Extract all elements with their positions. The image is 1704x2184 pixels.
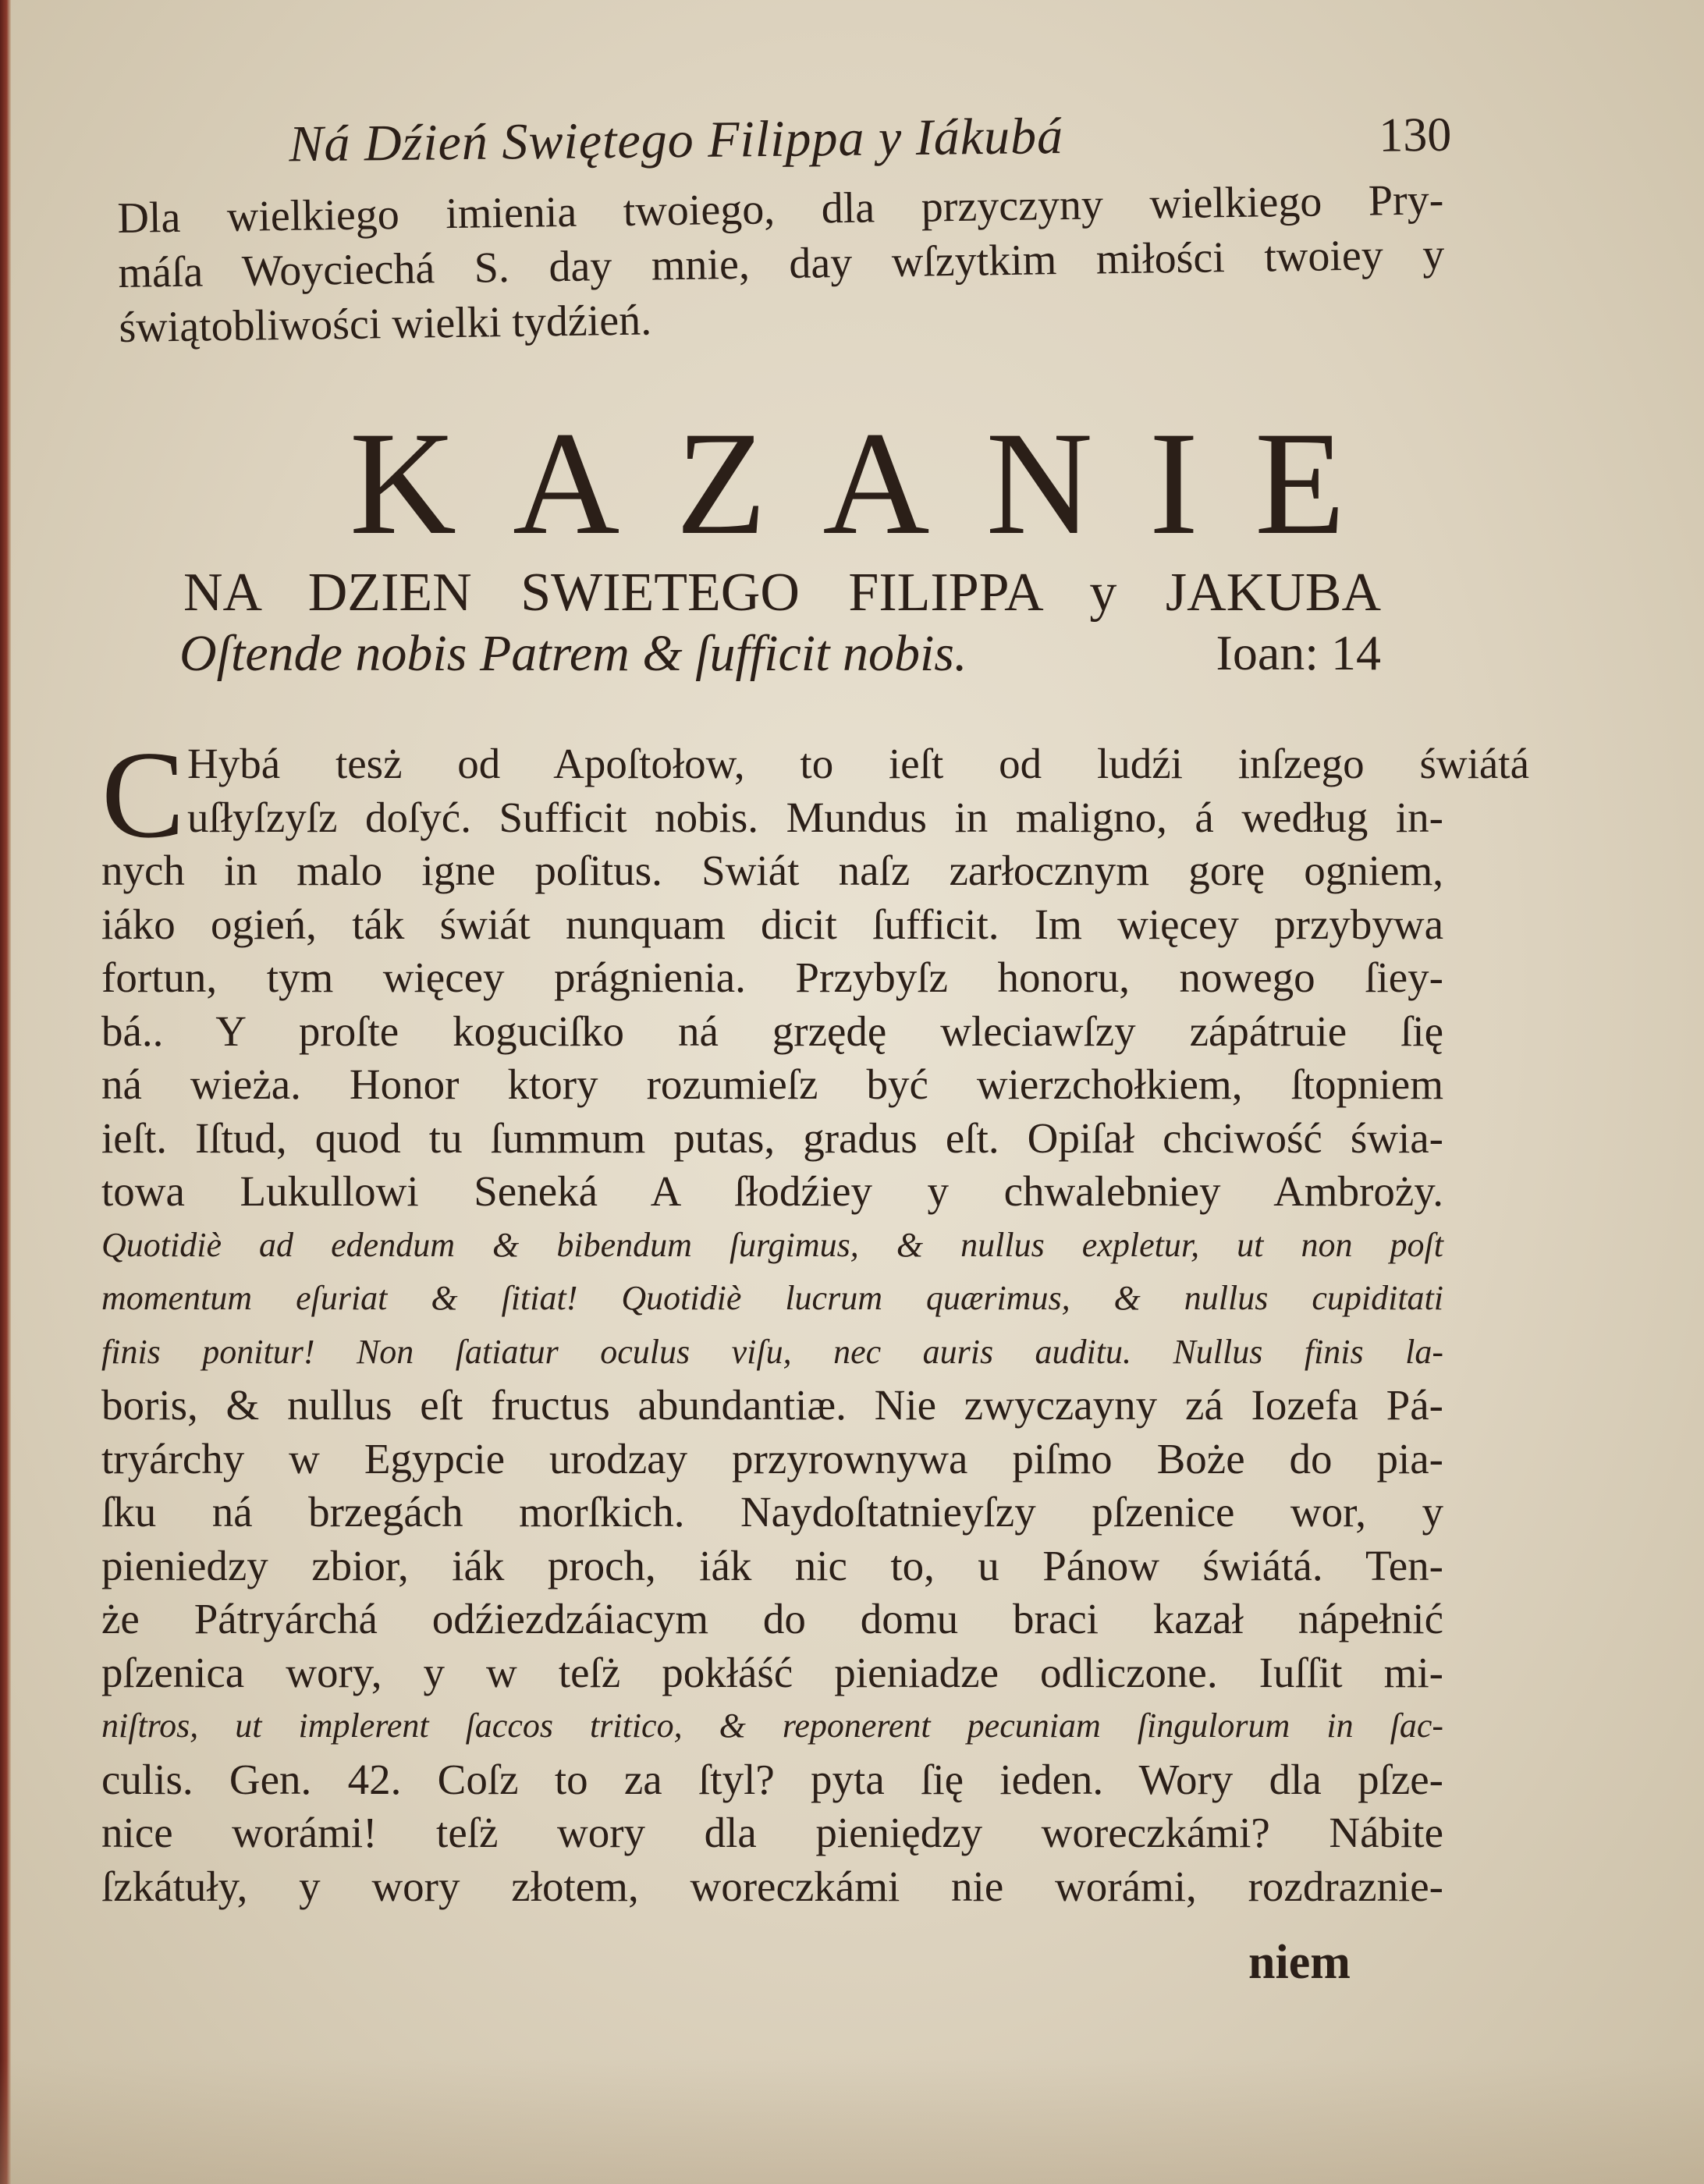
body-line-text: Hybá tesż od Apoſtołow, to ieſt od ludźi inſzego świátá — [187, 740, 1529, 787]
body-line: fortun, tym więcey prágnienia. Przybyſz honoru, nowego ſiey- — [101, 954, 1443, 1001]
book-binding-edge — [0, 0, 11, 2184]
body-line: tryárchy w Egypcie urodzay przyrownywa piſmo Boże do pia- — [101, 1434, 1443, 1483]
body-line: culis. Gen. 42. Coſz to za ſtyl? pyta ſię ieden. Wory dla pſze- — [101, 1755, 1443, 1803]
running-title: Ná Dźień Swiętego Filippa y Iákubá — [288, 107, 1064, 173]
body-line: że Pátryárchá odźiezdzáiacym do domu braci kazał nápełnić — [101, 1595, 1443, 1642]
epigraph-latin: Oſtende nobis Patrem & ſufficit nobis. — [179, 625, 967, 682]
sermon-subtitle: NA DZIEN SWIETEGO FILIPPA y JAKUBA — [183, 563, 1381, 623]
body-line: nych in malo igne poſitus. Swiát naſz zarłocznym gorę ogniem, — [101, 847, 1443, 894]
body-line-latin: momentum eſuriat & ſitiat! Quotidiè lucrum quærimus, & nullus cupiditati — [101, 1279, 1443, 1317]
body-line-latin: finis ponitur! Non ſatiatur oculus viſu, nec auris auditu. Nullus finis la- — [101, 1332, 1443, 1371]
prayer-line: Dla wielkiego imienia twoiego, dla przyczyny wielkiego Pry- — [117, 176, 1444, 243]
body-line: ieſt. Iſtud, quod tu ſummum putas, gradus eſt. Opiſał chciwość świa- — [101, 1113, 1443, 1162]
body-line: ná wieża. Honor ktory rozumieſz być wierzchołkiem, ſtopniem — [101, 1060, 1443, 1108]
body-line: uſłyſzyſz doſyć. Sufficit nobis. Mundus in maligno, á według in- — [187, 793, 1443, 841]
prayer-line: máſa Woyciechá S. day mnie, day wſzytkim miłości twoiey y — [118, 230, 1445, 297]
drop-cap: C — [101, 725, 185, 864]
body-line: iáko ogień, ták świát nunquam dicit ſufficit. Im więcey przybywa — [101, 900, 1443, 948]
body-line: pſzenica wory, y w teſż pokłáść pieniadze odliczone. Iuſſit mi- — [101, 1648, 1443, 1696]
epigraph — [179, 624, 1381, 694]
sermon-body — [101, 725, 1529, 1913]
body-line: ſku ná brzegách morſkich. Naydoſtatnieyſzy pſzenice wor, y — [101, 1488, 1443, 1536]
epigraph-reference: Ioan: 14 — [1216, 625, 1381, 680]
catchword: niem — [1248, 1936, 1351, 1989]
prayer-line: świątobliwości wielki tydźień. — [119, 296, 652, 352]
body-line: boris, & nullus eſt fructus abundantiæ. Nie zwyczayny zá Iozefa Pá- — [101, 1381, 1443, 1429]
sermon-title: KAZANIE — [349, 402, 1402, 566]
body-line: bá.. Y proſte koguciſko ná grzędę wleciawſzy zápátruie ſię — [101, 1007, 1443, 1055]
page-shadow — [0, 2059, 1704, 2184]
body-line: nice worámi! teſż wory dla pieniędzy woreczkámi? Nábite — [101, 1809, 1443, 1856]
prayer-conclusion — [117, 172, 1446, 355]
body-line: towa Lukullowi Seneká A ſłodźiey y chwalebniey Ambroży. — [101, 1167, 1443, 1215]
body-line: pieniedzy zbior, iák proch, iák nic to, u Pánow świátá. Ten- — [101, 1541, 1443, 1589]
page-number: 130 — [1378, 108, 1452, 162]
body-line-latin: niſtros, ut implerent ſaccos tritico, & reponerent pecuniam ſingulorum in ſac- — [101, 1706, 1443, 1745]
body-line-latin: Quotidiè ad edendum & bibendum ſurgimus, & nullus expletur, ut non poſt — [101, 1225, 1443, 1264]
body-line: ſzkátuły, y wory złotem, woreczkámi nie worámi, rozdraznie- — [101, 1862, 1443, 1910]
